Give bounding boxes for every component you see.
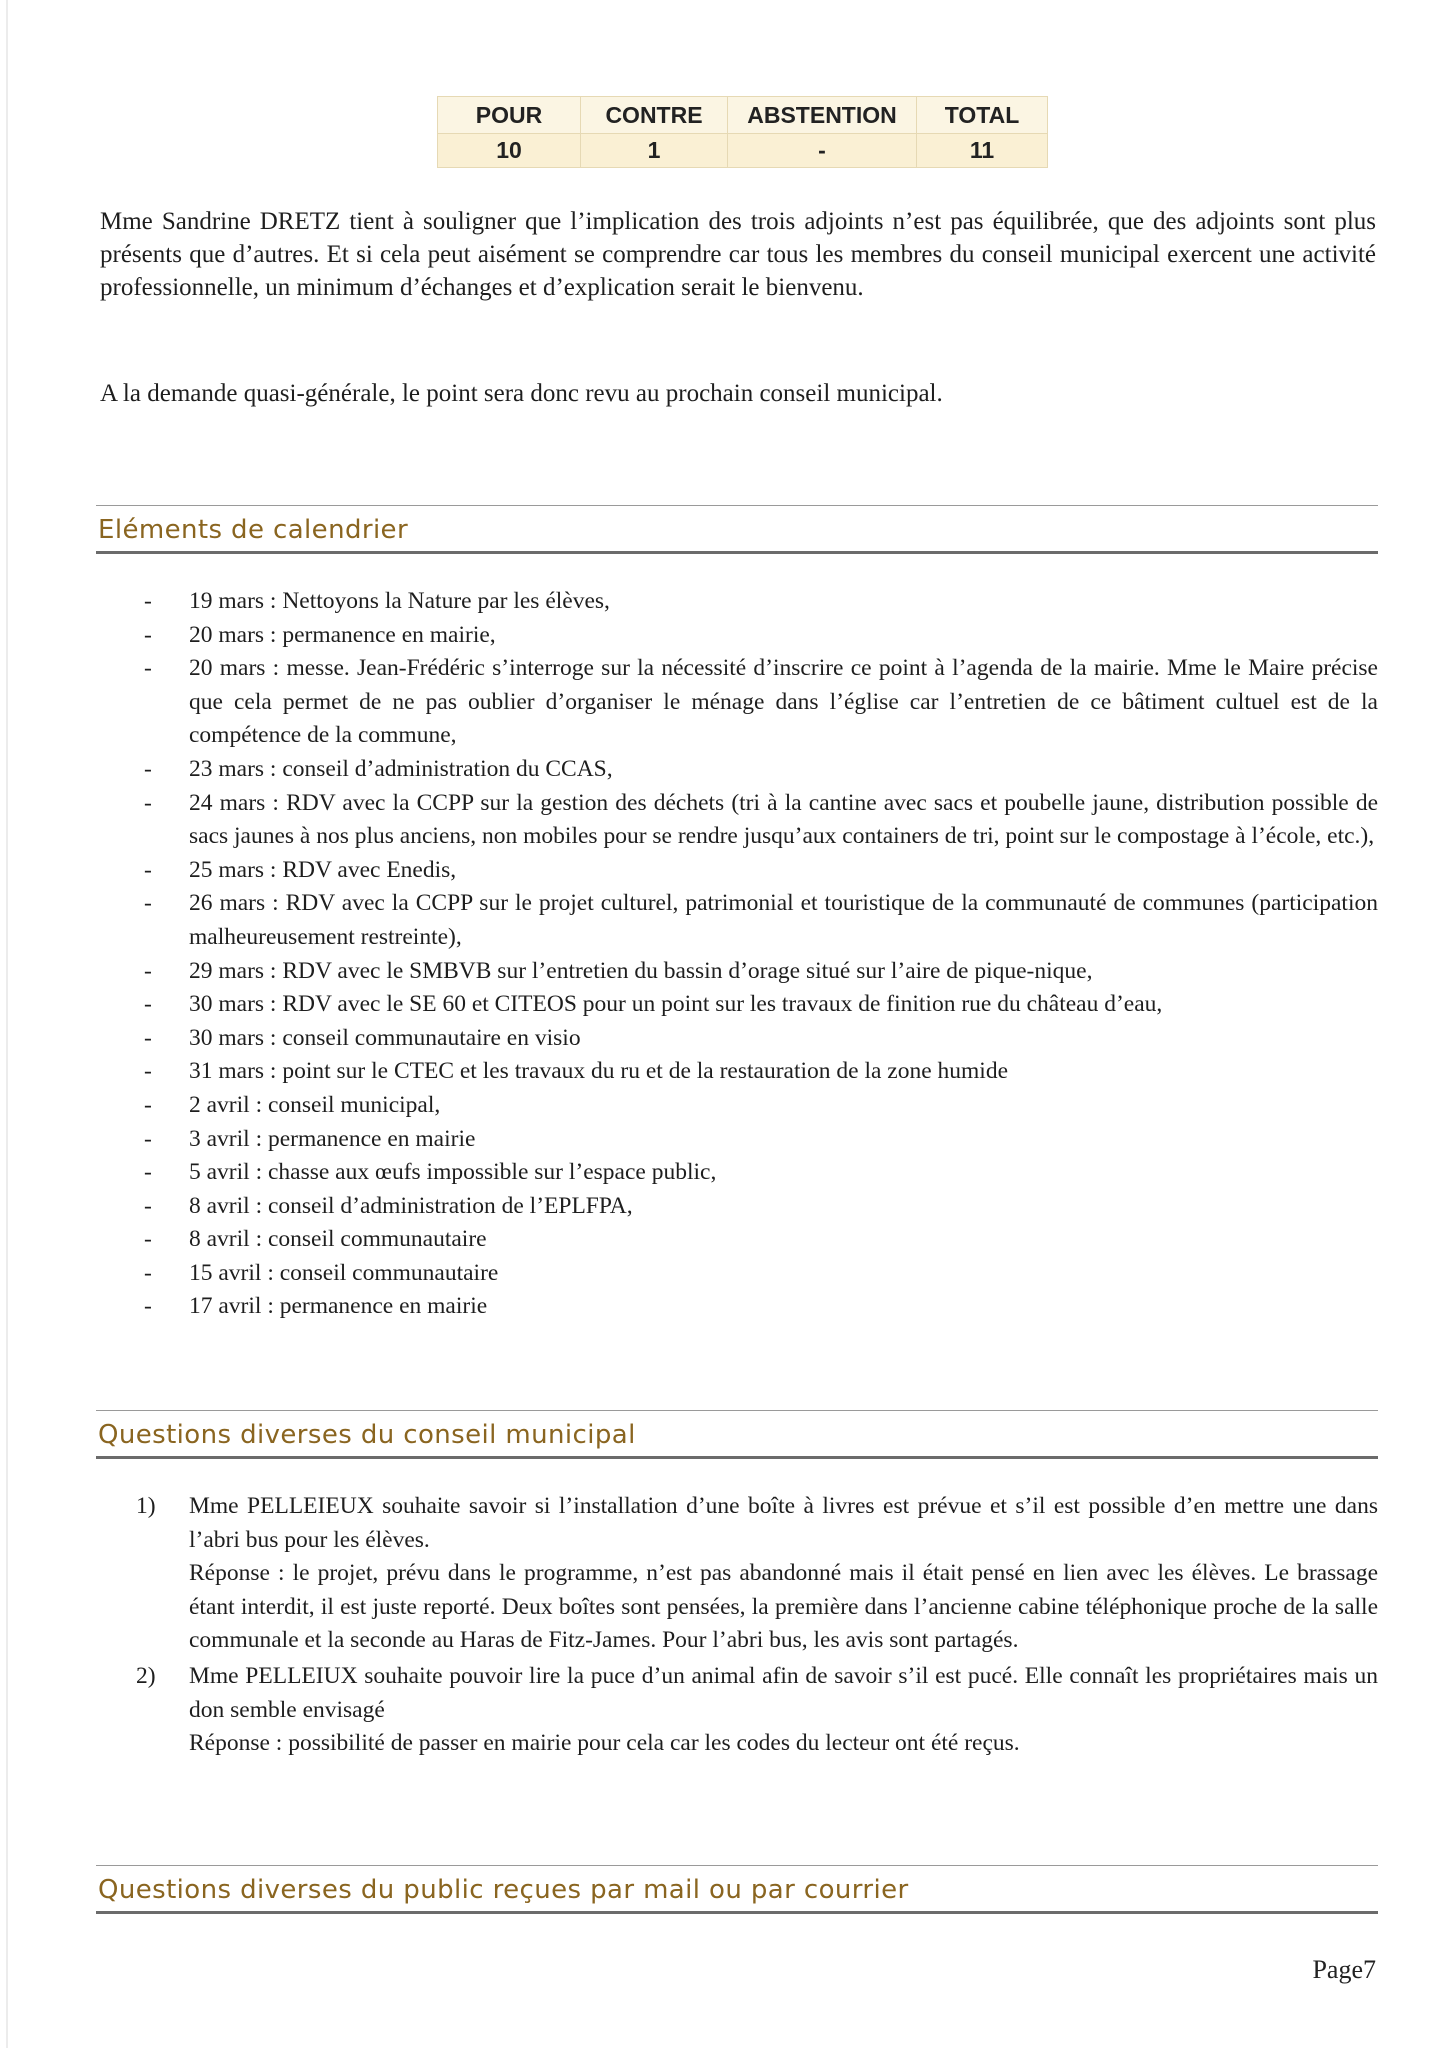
question-item	[100, 1490, 1378, 1658]
calendar-item: - 29 mars : RDV avec le SMBVB sur l’entretien du bassin d’orage situé sur l’aire de pique-nique,	[144, 957, 1093, 984]
calendar-item: - 26 mars : RDV avec la CCPP sur le projet culturel, patrimonial et touristique de la communauté de communes (participation malheureusement restreinte),	[144, 890, 1378, 950]
vote-header-pour: POUR	[438, 97, 581, 134]
question-text: Mme PELLEIEUX souhaite savoir si l’installation d’une boîte à livres est prévue et s’il est possible d’en mettre une dans l’abri bus pour les élèves.	[189, 1493, 1378, 1553]
vote-value-contre: 1	[581, 134, 728, 168]
vote-header-total: TOTAL	[917, 97, 1048, 134]
question-text: Mme PELLEIUX souhaite pouvoir lire la puce d’un animal afin de savoir s’il est pucé. Elle connaît les propriétaires mais un don semble envisagé	[189, 1662, 1378, 1723]
section-rule-thin	[96, 1410, 1378, 1411]
calendar-item: - 31 mars : point sur le CTEC et les travaux du ru et de la restauration de la zone humide	[144, 1058, 1009, 1085]
vote-header-abstention: ABSTENTION	[728, 97, 917, 134]
calendar-item: - 15 avril : conseil communautaire	[144, 1259, 499, 1286]
public-questions-title: Questions diverses du public reçues par mail ou par courrier	[98, 1875, 909, 1905]
calendar-item: - 20 mars : permanence en mairie,	[144, 621, 496, 648]
calendar-section-title: Eléments de calendrier	[98, 515, 409, 545]
vote-table-header-row	[438, 97, 1048, 134]
scan-edge-shadow	[6, 0, 8, 2048]
council-questions-title: Questions diverses du conseil municipal	[98, 1420, 636, 1450]
calendar-item: - 8 avril : conseil communautaire	[144, 1226, 487, 1253]
section-rule-thick	[96, 551, 1378, 554]
dretz-paragraph: Mme Sandrine DRETZ tient à souligner que l’implication des trois adjoints n’est pas équilibrée, que des adjoints sont plus présents que d’autres. Et si cela peut aisément se comprendre car tous les membres du conseil municipal exercent une activité professionnelle, un minimum d’échanges et d’explication serait le bienvenu.	[100, 208, 1376, 301]
vote-value-abstention: -	[728, 134, 917, 168]
vote-value-pour: 10	[438, 134, 581, 168]
answer-text: Réponse : possibilité de passer en mairie pour cela car les codes du lecteur ont été reçus.	[189, 1730, 1020, 1757]
calendar-item: - 5 avril : chasse aux œufs impossible sur l’espace public,	[144, 1159, 717, 1186]
calendar-item: - 23 mars : conseil d’administration du CCAS,	[144, 755, 613, 782]
vote-header-contre: CONTRE	[581, 97, 728, 134]
calendar-item: - 8 avril : conseil d’administration de l’EPLFPA,	[144, 1192, 633, 1219]
section-rule-thick	[96, 1456, 1378, 1459]
calendar-item: - 17 avril : permanence en mairie	[144, 1293, 488, 1320]
calendar-item: - 19 mars : Nettoyons la Nature par les élèves,	[144, 588, 610, 614]
vote-table	[437, 96, 1048, 168]
section-rule-thin	[96, 1865, 1378, 1866]
page-number: Page7	[1312, 1955, 1376, 1984]
calendar-list	[100, 585, 1378, 1324]
council-questions-list	[100, 1490, 1378, 1763]
calendar-item: - 3 avril : permanence en mairie	[144, 1125, 476, 1152]
question-item	[100, 1660, 1378, 1761]
calendar-item: - 24 mars : RDV avec la CCPP sur la gestion des déchets (tri à la cantine avec sacs et poubelle jaune, distribution possible de sacs jaunes à nos plus anciens, non mobiles pour se rendre jusqu’aux containers de tri, point sur le compostage à l’école, etc.),	[144, 789, 1378, 850]
calendar-item: - 25 mars : RDV avec Enedis,	[144, 856, 457, 883]
question-number: 1)	[136, 1493, 156, 1519]
calendar-item: - 30 mars : conseil communautaire en visio	[144, 1024, 581, 1051]
question-number: 2)	[136, 1662, 156, 1689]
vote-value-total: 11	[917, 134, 1048, 168]
calendar-item: - 30 mars : RDV avec le SE 60 et CITEOS pour un point sur les travaux de finition rue du château d’eau,	[144, 991, 1163, 1018]
vote-table-values-row	[438, 134, 1048, 168]
section-rule-thin	[96, 505, 1378, 506]
decision-paragraph: A la demande quasi-générale, le point sera donc revu au prochain conseil municipal.	[100, 380, 943, 407]
section-rule-thick	[96, 1911, 1378, 1914]
calendar-item: - 20 mars : messe. Jean-Frédéric s’interroge sur la nécessité d’inscrire ce point à l’agenda de la mairie. Mme le Maire précise que cela permet de ne pas oublier d’organiser le ménage dans l’église car l’entretien de ce bâtiment cultuel est de la compétence de la commune,	[144, 655, 1378, 749]
answer-text: Réponse : le projet, prévu dans le programme, n’est pas abandonné mais il était pensé en lien avec les élèves. Le brassage étant interdit, il est juste reporté. Deux boîtes sont pensées, la première dans l’ancienne cabine téléphonique proche de la salle communale et la seconde au Haras de Fitz-James. Pour l’abri bus, les avis sont partagés.	[189, 1560, 1378, 1654]
calendar-item: - 2 avril : conseil municipal,	[144, 1091, 441, 1118]
